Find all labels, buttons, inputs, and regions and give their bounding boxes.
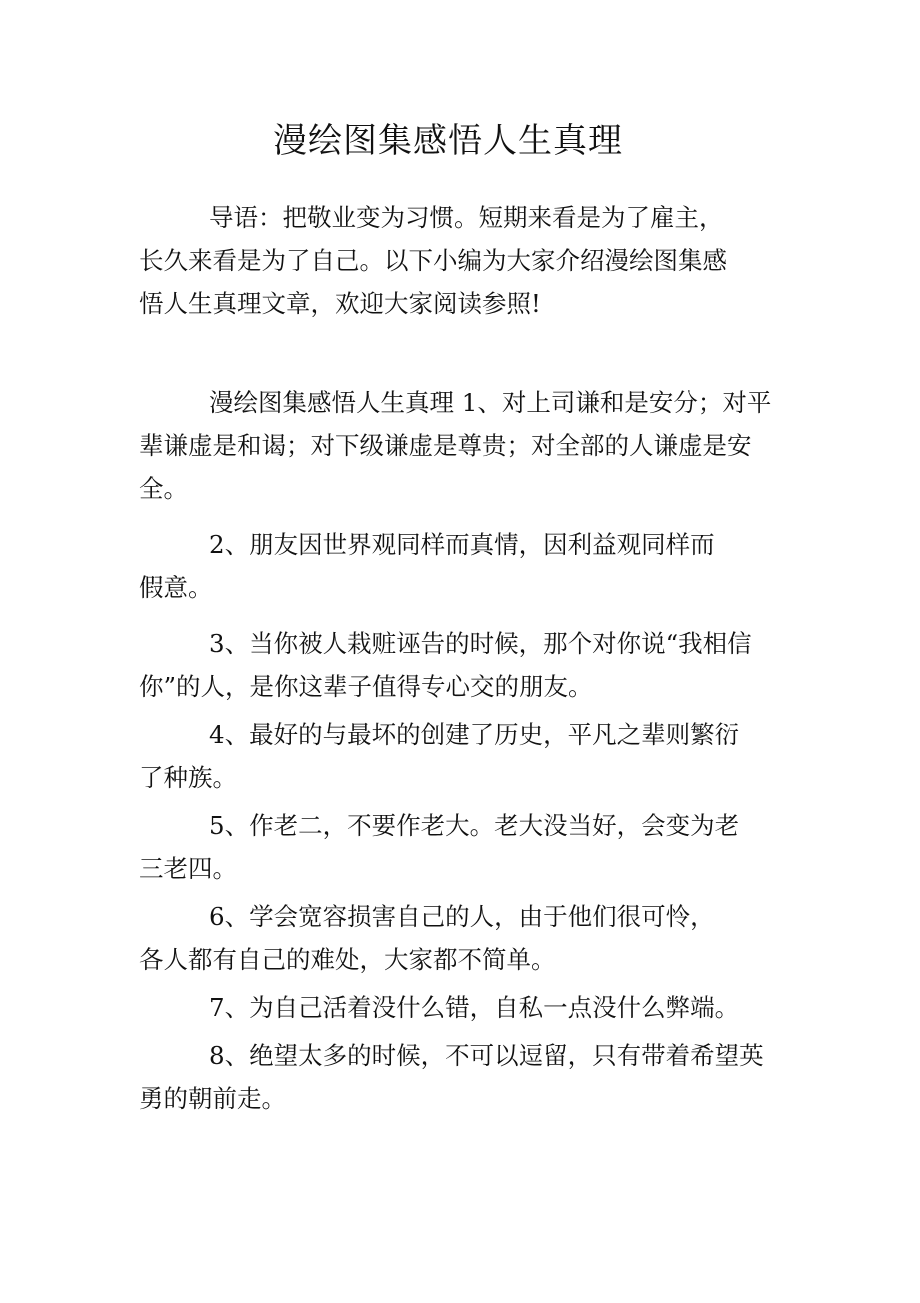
document-title: 漫绘图集感悟人生真理 <box>273 121 623 161</box>
paragraph-8: 8、绝望太多的时候，不可以逗留，只有带着希望英勇的朝前走。 <box>139 1041 764 1113</box>
paragraph-3: 3、当你被人栽赃诬告的时候，那个对你说“我相信你”的人，是你这辈子值得专心交的朋友。 <box>139 629 752 701</box>
paragraph-7: 7、为自己活着没什么错，自私一点没什么弊端。 <box>209 993 740 1022</box>
paragraph-1: 漫绘图集感悟人生真理 1、对上司谦和是安分；对平辈谦虚是和谒；对下级谦虚是尊贵；对全部的人谦虚是安全。 <box>139 388 772 503</box>
document-body <box>139 196 779 1120</box>
intro-paragraph: 导语：把敬业变为习惯。短期来看是为了雇主，长久来看是为了自己。以下小编为大家介绍漫绘图集感悟人生真理文章，欢迎大家阅读参照! <box>139 203 727 318</box>
paragraph-4: 4、最好的与最坏的创建了历史，平凡之辈则繁衍了种族。 <box>139 720 740 792</box>
paragraph-5: 5、作老二，不要作老大。老大没当好，会变为老三老四。 <box>139 811 740 883</box>
paragraph-2: 2、朋友因世界观同样而真情，因利益观同样而假意。 <box>139 530 715 602</box>
paragraph-6: 6、学会宽容损害自己的人，由于他们很可怜，各人都有自己的难处，大家都不简单。 <box>139 902 715 974</box>
